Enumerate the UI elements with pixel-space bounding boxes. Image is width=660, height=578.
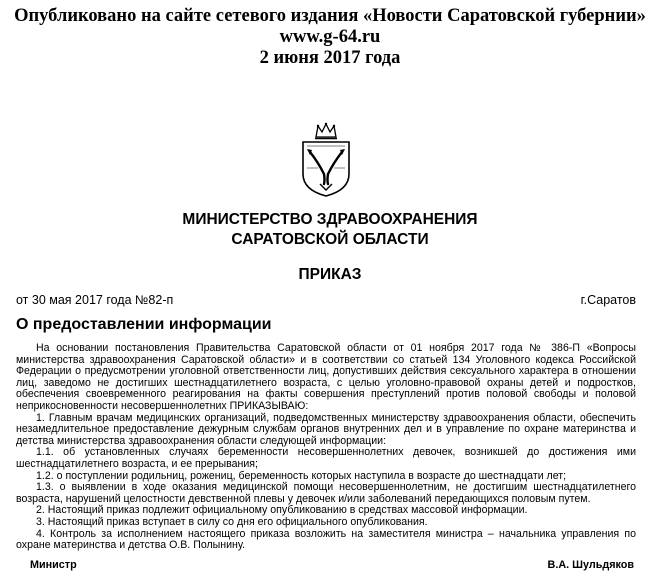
ministry-line-1: МИНИСТЕРСТВО ЗДРАВООХРАНЕНИЯ [182, 211, 478, 228]
ministry-line-2: САРАТОВСКОЙ ОБЛАСТИ [231, 231, 429, 248]
signature-name: В.А. Шульдяков [547, 559, 634, 571]
order-subject: О предоставлении информации [16, 316, 272, 333]
paragraph-item-1-1: 1.1. об установленных случаях беременности несовершеннолетних девочек, возникшей до достижения ими шестнадцатилетнего возраста, и ее прерывания; [16, 446, 636, 470]
paragraph-item-1-2: 1.2. о поступлении родильниц, рожениц, беременность которых наступила в возрасте до шестнадцати лет; [36, 469, 567, 482]
order-body [16, 343, 636, 552]
signature-block [30, 559, 634, 571]
paragraph-item-3: 3. Настоящий приказ вступает в силу со дня его официального опубликования. [36, 515, 428, 528]
paragraph-item-1: 1. Главным врачам медицинских организаций, подведомственных министерству здравоохранения области, обеспечить незамедлительное предоставление дежурным службам органов внутренних дел и в управление по охране материнства и детства министерства здравоохранения области следующей информации: [16, 411, 636, 447]
paragraph-item-4: 4. Контроль за исполнением настоящего приказа возложить на заместителя министра – начальника управления по охране материнства и детства О.В. Полынину. [16, 527, 636, 552]
paragraph-item-2: 2. Настоящий приказ подлежит официальному опубликованию в средствах массовой информации. [36, 504, 528, 517]
publication-url: www.g-64.ru [279, 27, 381, 47]
publication-date: 2 июня 2017 года [259, 48, 401, 68]
order-date-number: от 30 мая 2017 года №82-п [16, 293, 174, 307]
saratov-coat-of-arms-icon [298, 122, 354, 198]
order-city: г.Саратов [580, 293, 636, 307]
publication-line-1: Опубликовано на сайте сетевого издания «Новости Саратовской губернии» [14, 6, 646, 26]
ministry-name [0, 210, 660, 250]
signature-title: Министр [30, 559, 77, 571]
order-title: ПРИКАЗ [298, 266, 362, 283]
paragraph-preamble: На основании постановления Правительства Саратовской области от 01 ноября 2017 года № 386-П «Вопросы министерства здравоохранения Саратовской области» и в соответствии со статьей 134 Уголовного кодекса Российской Федерации о предусмотрении уголовной ответственности лиц, допустивших действия сексуального характера в отношении лиц, заведомо не достигших шестнадцатилетнего возраста, с целью уголовно-правовой охраны детей и подростков, обеспечения своевременного реагирования на факты совершения преступлений против половой свободы и половой неприкосновенности несовершеннолетних ПРИКАЗЫВАЮ: [16, 342, 636, 412]
paragraph-item-1-3: 1.3. о выявлении в ходе оказания медицинской помощи несовершеннолетним, не достигшим шестнадцатилетнего возраста, нарушений целостности девственной плевы у девочек и/или заболеваний передающихся половым путем. [16, 481, 636, 505]
order-dateline [16, 293, 636, 307]
publication-header [0, 6, 660, 69]
